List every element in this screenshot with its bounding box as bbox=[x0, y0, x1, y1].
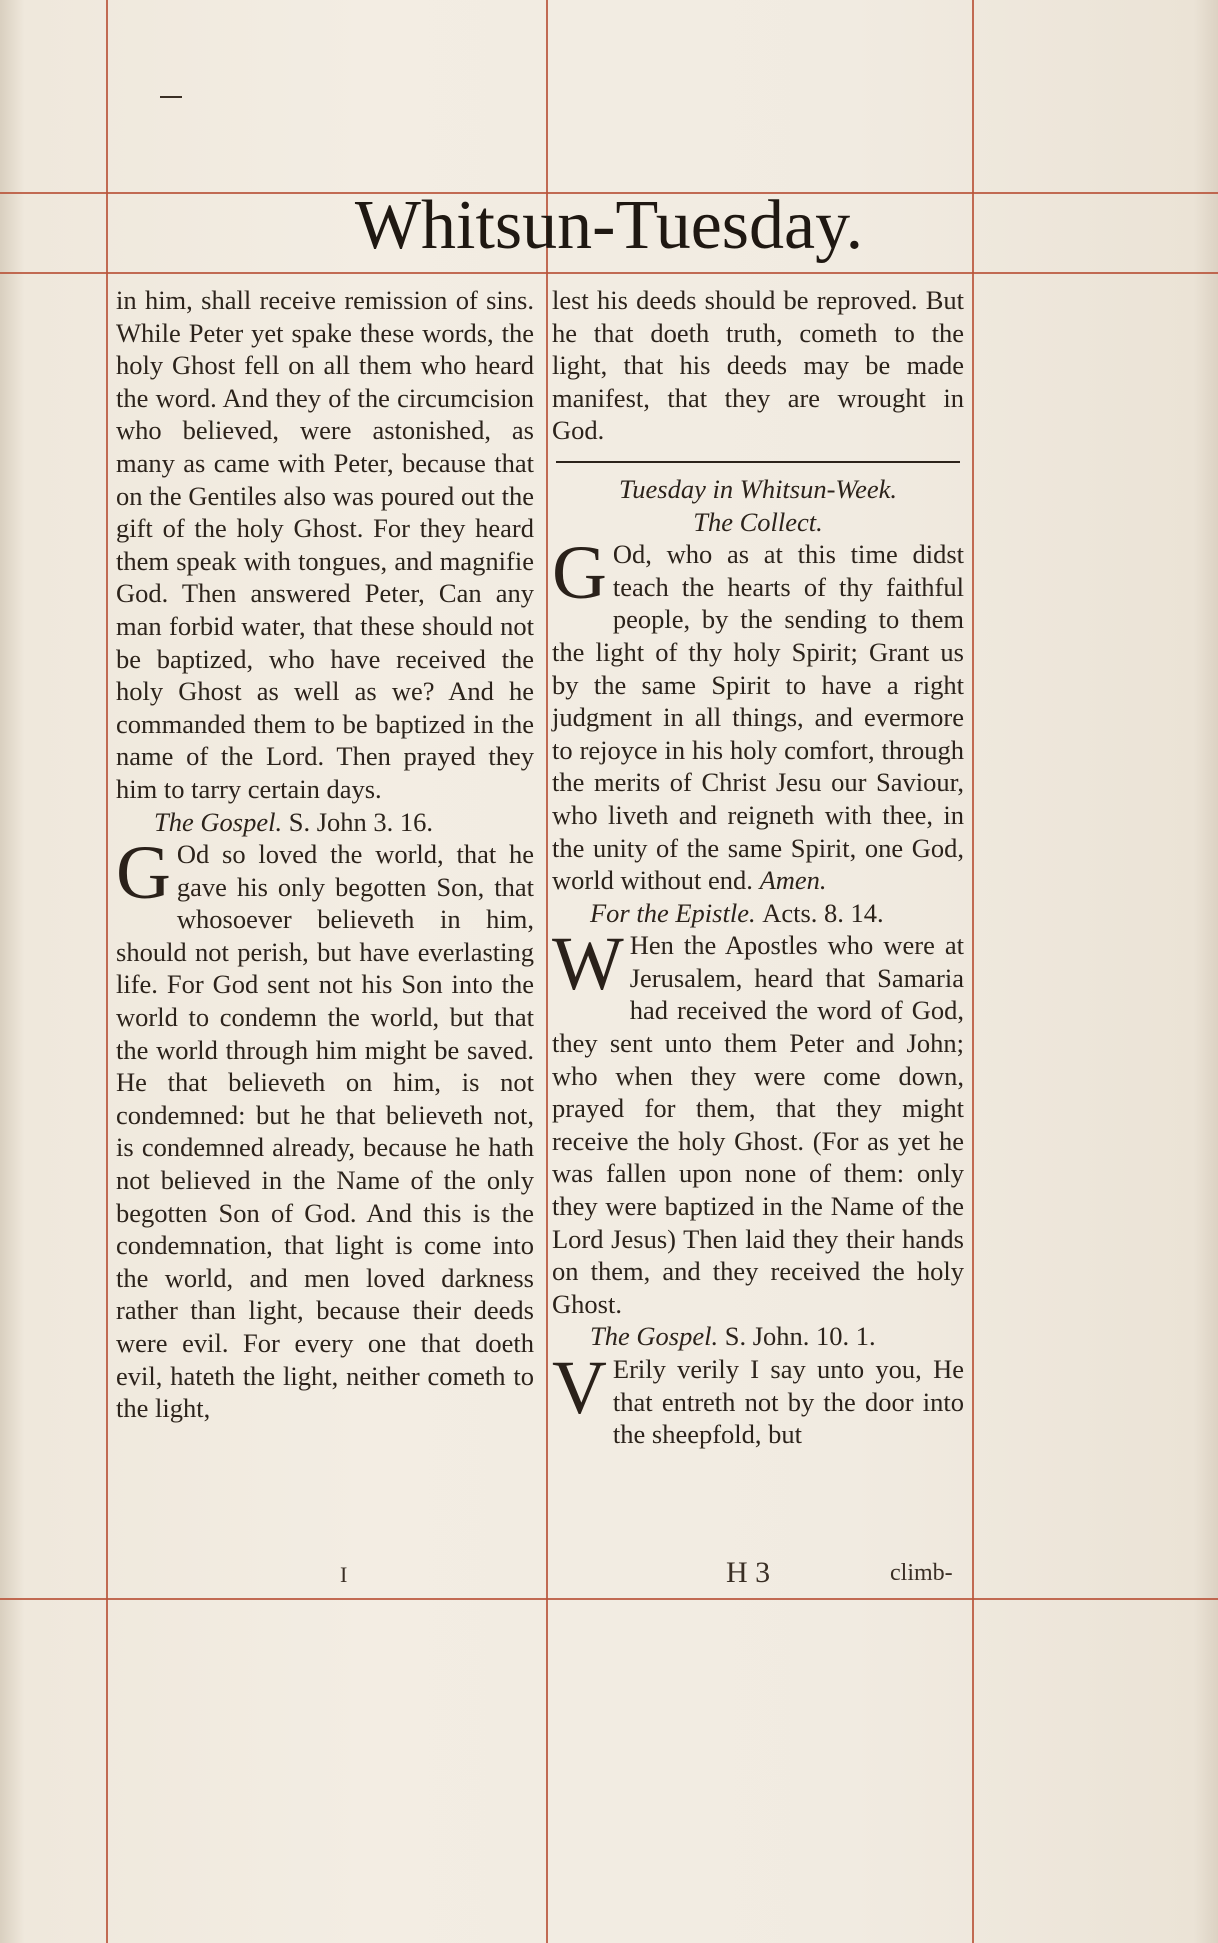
epistle-text: Hen the Apostles who were at Jerusalem, heard that Samaria had received the word of God, they sent unto them Peter and John; who when they were come down, prayed for them, that they might receive the holy Ghost. (For as yet he was fallen upon none of them: only they were baptized in the Name of the Lord Jesus) Then laid they their hands on them, and they received the holy Ghost. bbox=[552, 930, 964, 1319]
epistle-heading bbox=[552, 897, 964, 930]
catchword: climb- bbox=[890, 1560, 953, 1586]
drop-capital: G bbox=[552, 531, 607, 616]
collect-text: Od, who as at this time didst teach the hearts of thy faithful people, by the sending to them the light of thy holy Spirit; Grant us by the same Spirit to have a right judgment in all things, and evermore to rejoyce in his holy comfort, through the merits of Christ Jesu our Saviour, who liveth and reigneth with thee, in the unity of the same Spirit, one God, world without end. bbox=[552, 539, 964, 896]
footer-mark: I bbox=[340, 1562, 348, 1587]
gospel-heading-label: The Gospel. bbox=[154, 806, 283, 837]
epistle-paragraph bbox=[552, 922, 964, 1320]
section-divider bbox=[556, 461, 960, 463]
left-column bbox=[116, 284, 534, 1425]
epistle-heading-reference: Acts. 8. 14. bbox=[762, 897, 884, 928]
rule-below-title bbox=[0, 272, 1218, 274]
collect-amen: Amen. bbox=[759, 865, 827, 896]
rule-left bbox=[106, 0, 108, 1943]
rule-center bbox=[546, 0, 548, 1943]
signature-mark: H 3 bbox=[726, 1556, 771, 1589]
epistle-heading-label: For the Epistle. bbox=[590, 897, 756, 928]
drop-capital: V bbox=[552, 1346, 607, 1430]
gospel-continuation-text: lest his deeds should be reproved. But he that doeth truth, cometh to the light, that his deeds may be made manifest, that they are wrought in God. bbox=[552, 285, 964, 446]
day-heading: Tuesday in Whitsun-Week. bbox=[619, 473, 897, 504]
gospel-paragraph bbox=[552, 1346, 964, 1451]
drop-capital: G bbox=[116, 831, 171, 916]
gospel-heading bbox=[552, 1320, 964, 1353]
collect-heading: The Collect. bbox=[693, 506, 823, 537]
gospel-heading-reference: S. John. 10. 1. bbox=[724, 1321, 876, 1352]
right-column bbox=[552, 284, 964, 1451]
acts-continuation-text: in him, shall receive remission of sins. While Peter yet spake these words, the holy Ghost fell on all them who heard the word. And they of the circumcision who believed, were astonished, as many as came with Peter, because that on the Gentiles also was poured out the gift of the holy Ghost. For they heard them speak with tongues, and magnifie God. Then answered Peter, Can any man forbid water, that these should not be baptized, who have received the holy Ghost as well as we? And he commanded them to be baptized in the name of the Lord. Then prayed they him to tarry certain days. bbox=[116, 285, 534, 804]
gospel-text: Od so loved the world, that he gave his only begotten Son, that whosoever believeth in him, should not perish, but have everlasting life. For God sent not his Son into the world to condemn the world, but that the world through him might be saved. He that believeth on him, is not condemned: but he that believeth not, is condemned already, because he hath not believed in the Name of the only begotten Son of God. And this is the condemnation, that light is come into the world, and men loved darkness rather than light, because their deeds were evil. For every one that doeth evil, hateth the light, neither cometh to the light, bbox=[116, 839, 534, 1424]
gospel-heading-reference: S. John 3. 16. bbox=[288, 806, 434, 837]
drop-capital: W bbox=[552, 922, 624, 1007]
collect-paragraph bbox=[552, 531, 964, 897]
rule-right bbox=[972, 0, 974, 1943]
rule-bottom bbox=[0, 1598, 1218, 1600]
gospel-heading bbox=[116, 806, 534, 839]
margin-mark bbox=[160, 96, 182, 98]
gospel-paragraph bbox=[116, 831, 534, 1425]
gospel-heading-label: The Gospel. bbox=[590, 1321, 719, 1352]
gospel-text: Erily verily I say unto you, He that entreth not by the door into the sheepfold, but bbox=[612, 1354, 964, 1450]
page-title: Whitsun-Tuesday. bbox=[354, 187, 864, 264]
